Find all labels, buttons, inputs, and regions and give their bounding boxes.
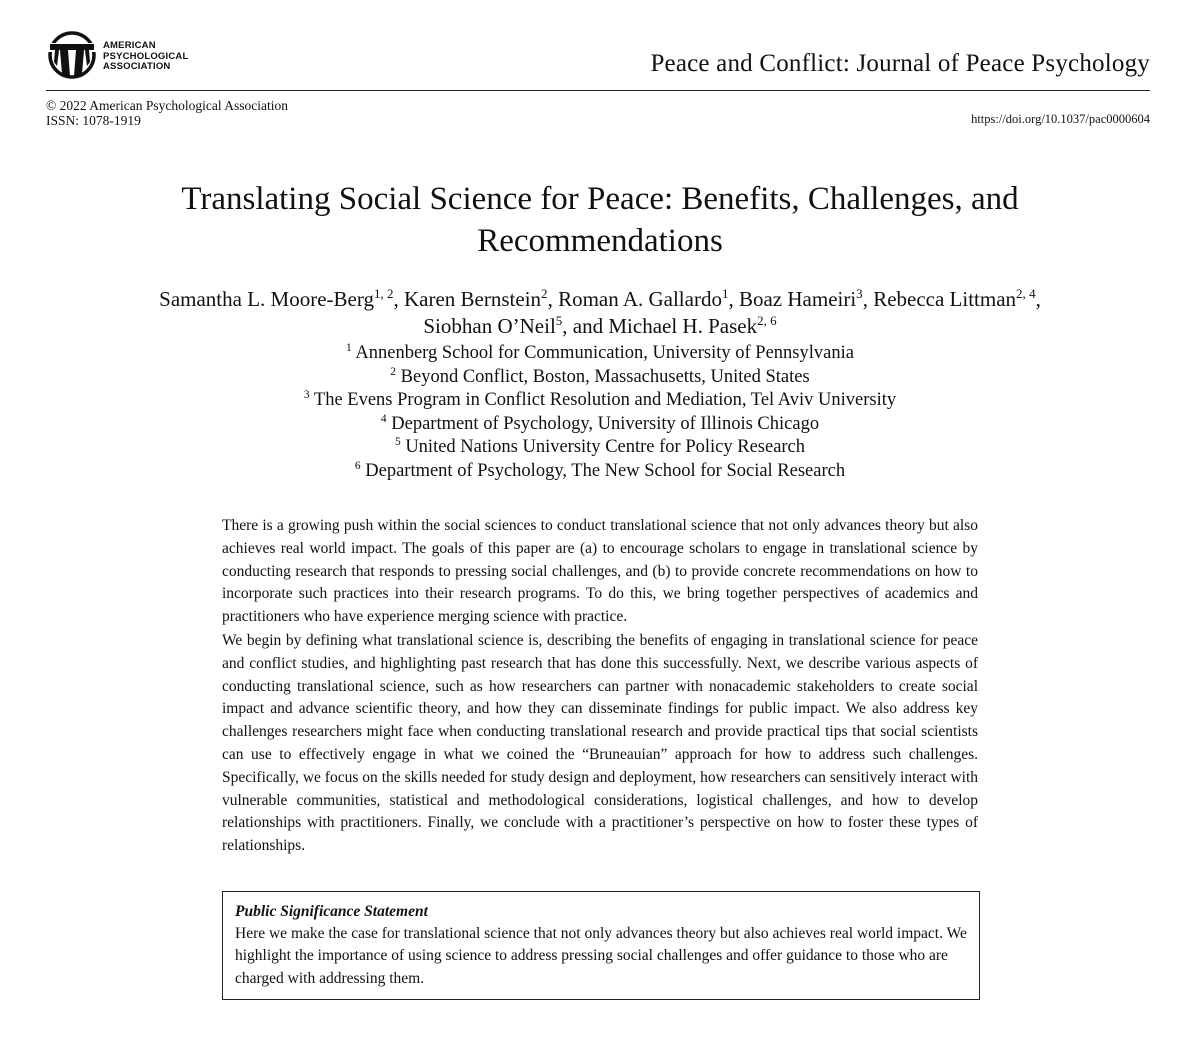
doi-link[interactable]: https://doi.org/10.1037/pac0000604 [971, 112, 1150, 126]
author-name: Siobhan O’Neil [423, 314, 556, 338]
paper-title: Translating Social Science for Peace: Benefits, Challenges, and Recommendations [181, 181, 1019, 259]
author-name: Roman A. Gallardo [558, 287, 722, 311]
apa-logo [46, 30, 196, 80]
author-name: Karen Bernstein [404, 287, 542, 311]
author-affiliation-marker: 2, 4 [1016, 286, 1036, 301]
affiliation-list [20, 342, 1180, 483]
abstract [222, 515, 978, 858]
apa-logo-icon [46, 30, 98, 80]
publication-info [46, 99, 288, 128]
author-list [20, 286, 1180, 340]
issn-line: ISSN: 1078-1919 [46, 112, 141, 128]
author-line: Samantha L. Moore-Berg$^{1, 2}$, Karen Bernstein$^2$, Roman A. Gallardo$^1$, Boaz Hameiri$^3$, Rebecca Littman$^{2, 4}$, [159, 286, 1041, 311]
public-significance-box [222, 891, 980, 1000]
author-name: Rebecca Littman [873, 287, 1017, 311]
abstract-paragraph: There is a growing push within the social sciences to conduct translational science that not only advances theory but also achieves real world impact. The goals of this paper are (a) to encourage scholars to engage in translational science by conducting research that responds to pressing social challenges, and (b) to provide concrete recommendations on how to incorporate such practices into their research programs. To do this, we bring together perspectives of academics and practitioners who have experience merging science with practice. [222, 517, 978, 626]
affiliation: $^2$ Beyond Conflict, Boston, Massachusetts, United States [390, 365, 810, 387]
affiliation: $^3$ The Evens Program in Conflict Resolution and Mediation, Tel Aviv University [303, 388, 897, 410]
author-affiliation-marker: 1, 2 [373, 286, 394, 301]
affiliation: $^6$ Department of Psychology, The New School for Social Research [354, 459, 846, 481]
author-affiliation-marker: 5 [555, 313, 563, 328]
author-name: Samantha L. Moore-Berg [159, 287, 374, 311]
journal-name: Peace and Conflict: Journal of Peace Psychology [650, 50, 1150, 77]
author-name: Michael H. Pasek [608, 314, 758, 338]
affiliation: $^1$ Annenberg School for Communication, University of Pennsylvania [346, 341, 854, 363]
author-affiliation-marker: 3 [856, 286, 863, 301]
public-significance-text: Here we make the case for translational science that not only advances theory but also achieves real world impact. We highlight the importance of using science to address pressing social challenges and offer guidance to those who are charged with addressing them. [235, 925, 967, 987]
author-affiliation-marker: 2 [541, 286, 548, 301]
author-line: Siobhan O’Neil$^5$, and Michael H. Pasek$^{2, 6}$ [423, 313, 777, 338]
author-name: Boaz Hameiri [738, 287, 857, 311]
header-divider [46, 90, 1150, 91]
apa-logo-wordmark: AMERICAN PSYCHOLOGICAL ASSOCIATION [103, 40, 189, 72]
author-affiliation-marker: 1 [721, 286, 729, 301]
copyright-line: © 2022 American Psychological Association [46, 98, 288, 113]
author-affiliation-marker: 2, 6 [757, 313, 777, 328]
affiliation: $^5$ United Nations University Centre for Policy Research [394, 435, 806, 457]
abstract-paragraph: We begin by defining what translational science is, describing the benefits of engaging in translational science for peace and conflict studies, and highlighting past research that has done this successfully. Next, we describe various aspects of conducting translational science, such as how researchers can partner with nonacademic stakeholders to create social impact and advance scientific theory, and how they can disseminate findings for public impact. We also address key challenges researchers might face when conducting translational research and provide practical tips that social scientists can use to effectively engage in what we coined the “Bruneauian” approach for how to address such challenges. Specifically, we focus on the skills needed for study design and deployment, how researchers can sensitively interact with vulnerable communities, statistical and methodological considerations, logistical challenges, and how to develop relationships with practitioners. Finally, we conclude with a practitioner’s perspective on how to foster these types of relationships. [222, 631, 978, 855]
affiliation: $^4$ Department of Psychology, University of Illinois Chicago [380, 412, 820, 434]
public-significance-heading: Public Significance Statement [235, 903, 428, 920]
